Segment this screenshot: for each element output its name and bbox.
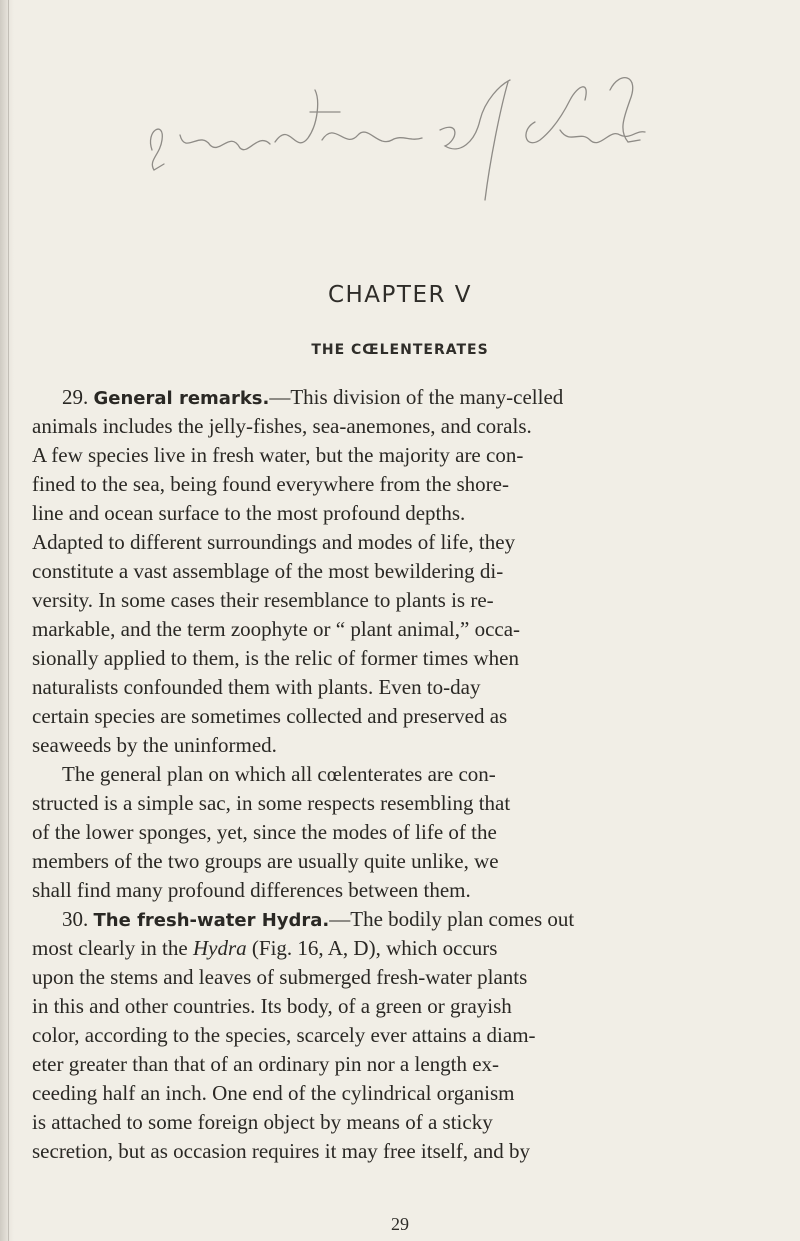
text-line: certain species are sometimes collected and preserved as	[32, 704, 508, 728]
paragraph-29-line-1	[62, 382, 563, 412]
text-line: markable, and the term zoophyte or “ plant animal,” occa-	[32, 617, 521, 641]
text-line: shall find many profound differences between them.	[32, 878, 471, 902]
text-segment: (Fig. 16, A, D), which occurs	[246, 936, 498, 960]
text-line: color, according to the species, scarcely ever attains a diam-	[32, 1023, 536, 1047]
text-line: naturalists confounded them with plants. Even to-day	[32, 675, 481, 699]
text-line: —The bodily plan comes out	[329, 907, 575, 931]
genus-name: Hydra	[192, 936, 247, 960]
page-number: 29	[391, 1214, 409, 1234]
text-line: sionally applied to them, is the relic of former times when	[32, 646, 519, 670]
text-line: line and ocean surface to the most profound depths.	[32, 501, 466, 525]
text-line: —This division of the many-celled	[269, 385, 564, 409]
section-heading: General remarks.	[93, 388, 270, 409]
text-line: in this and other countries. Its body, of a green or grayish	[32, 994, 512, 1018]
text-line: constitute a vast assemblage of the most bewildering di-	[32, 559, 504, 583]
section-heading: The fresh-water Hydra.	[93, 910, 330, 931]
text-line: is attached to some foreign object by means of a sticky	[32, 1110, 493, 1134]
text-line: structed is a simple sac, in some respects resembling that	[32, 791, 511, 815]
text-line: of the lower sponges, yet, since the modes of life of the	[32, 820, 497, 844]
page-gutter-line	[8, 0, 9, 1241]
text-line: fined to the sea, being found everywhere from the shore-	[32, 472, 509, 496]
signature-drawing	[140, 60, 660, 210]
chapter-subtitle: THE CŒLENTERATES	[311, 342, 489, 358]
page-gutter-shadow	[0, 0, 14, 1241]
text-line: members of the two groups are usually quite unlike, we	[32, 849, 499, 873]
text-line: The general plan on which all cœlenterates are con-	[62, 762, 496, 786]
text-segment: most clearly in the	[32, 936, 193, 960]
handwritten-signature	[140, 60, 660, 210]
text-line: secretion, but as occasion requires it may free itself, and by	[32, 1139, 530, 1163]
paragraph-30-line-2	[32, 933, 497, 963]
text-line: seaweeds by the uninformed.	[32, 733, 277, 757]
text-line: versity. In some cases their resemblance to plants is re-	[32, 588, 494, 612]
chapter-heading: CHAPTER V	[327, 282, 473, 308]
text-line: Adapted to different surroundings and modes of life, they	[32, 530, 516, 554]
paragraph-30-line-1	[62, 904, 574, 934]
text-line: animals includes the jelly-fishes, sea-anemones, and corals.	[32, 414, 532, 438]
text-line: eter greater than that of an ordinary pin nor a length ex-	[32, 1052, 500, 1076]
text-line: upon the stems and leaves of submerged fresh-water plants	[32, 965, 528, 989]
text-line: A few species live in fresh water, but the majority are con-	[32, 443, 524, 467]
section-number: 29.	[62, 385, 89, 409]
section-number: 30.	[62, 907, 89, 931]
text-line: ceeding half an inch. One end of the cylindrical organism	[32, 1081, 515, 1105]
